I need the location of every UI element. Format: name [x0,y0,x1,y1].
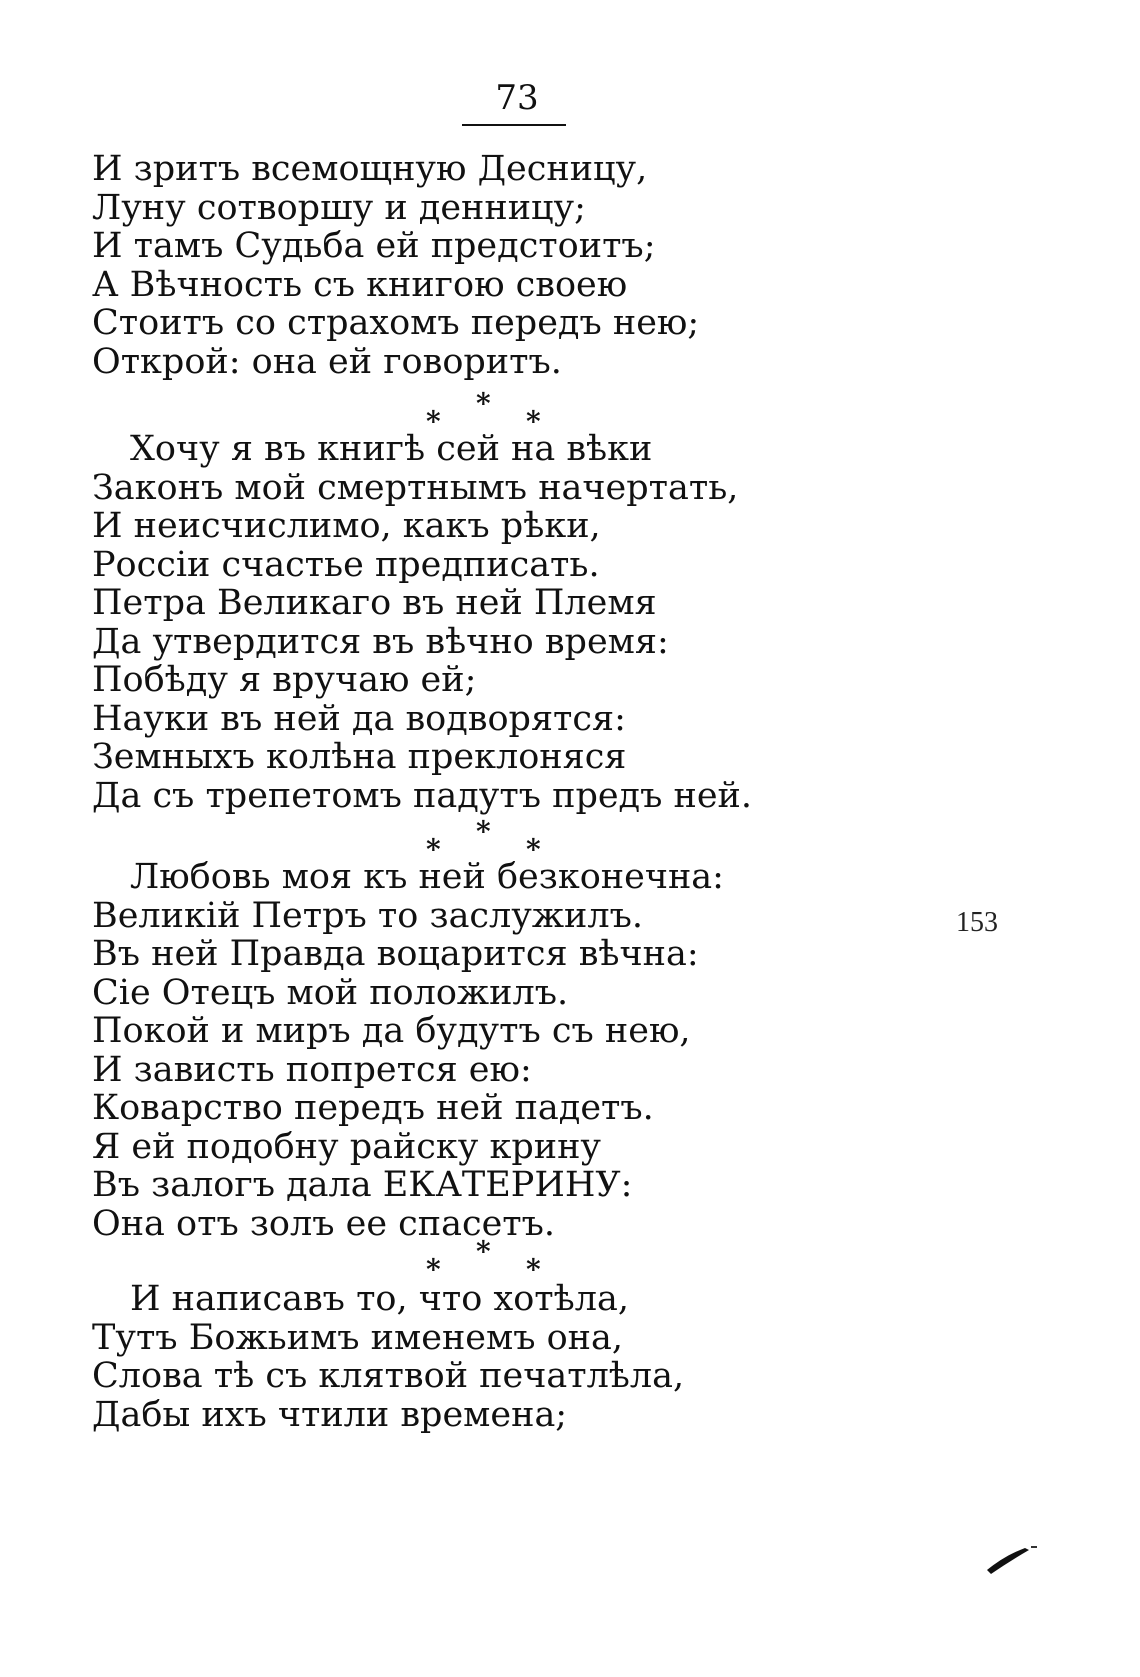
page-number: 73 [495,78,539,118]
stanza-separator-1 [426,387,546,438]
asterisk: * [476,387,491,420]
ink-blot-mark [985,1540,1045,1576]
verse-line: Великiй Петръ то заслужилъ. [92,895,644,936]
verse-line: Земныхъ колѣна преклоняся [92,737,627,777]
verse-line: Любовь моя къ ней безконечна: [130,857,724,897]
asterisk: * [426,1253,441,1286]
verse-line: Открой: она ей говоритъ. [92,341,562,382]
verse-line: Тутъ Божьимъ именемъ она, [92,1317,623,1358]
stanza-3 [92,858,724,1243]
asterisk: * [526,405,541,438]
verse-line: Науки въ ней да водворятся: [92,698,626,739]
verse-line: Покой и миръ да будутъ съ нею, [92,1011,691,1051]
stanza-separator-2 [426,815,546,866]
stanza-separator-3 [426,1235,546,1286]
verse-line: Сiе Отецъ мой положилъ. [92,972,569,1013]
header-rule [462,124,566,126]
asterisk: * [526,833,541,866]
stanza-4 [92,1280,684,1434]
verse-line: А Вѣчность съ книгою своею [92,264,628,305]
asterisk: * [476,815,491,848]
verse-line: Законъ мой смертнымъ начертать, [92,467,739,508]
stanza-1 [92,150,699,381]
verse-line: И написавъ то, что хотѣла, [130,1279,629,1319]
verse-line: Въ залогъ дала ЕКАТЕРИНУ: [92,1165,633,1205]
verse-line: Да съ трепетомъ падутъ предъ ней. [92,775,752,816]
verse-line: Въ ней Правда воцарится вѣчна: [92,934,699,974]
verse-line: И зритъ всемощную Десницу, [92,149,648,189]
stanza-2 [92,430,752,815]
verse-line: Я ей подобну райску крину [92,1126,602,1167]
asterisk: * [476,1235,491,1268]
verse-line: Она отъ золъ ее спасетъ. [92,1203,556,1244]
verse-line: И тамъ Судьба ей предстоитъ; [92,226,656,266]
asterisk: * [426,405,441,438]
marginal-note: 153 [956,907,998,938]
verse-line: Да утвердится въ вѣчно время: [92,621,669,662]
verse-line: Слова тѣ съ клятвой печатлѣла, [92,1356,685,1396]
verse-line: Коварство передъ ней падетъ. [92,1088,654,1128]
asterisk: * [426,833,441,866]
verse-line: Побѣду я вручаю ей; [92,660,477,700]
verse-line: Россiи счастье предписать. [92,544,600,585]
asterisk: * [526,1253,541,1286]
verse-line: И неисчислимо, какъ рѣки, [92,506,601,546]
verse-line: Петра Великаго въ ней Племя [92,583,657,623]
verse-line: И зависть попрется ею: [92,1049,532,1090]
verse-line: Дабы ихъ чтили времена; [92,1394,568,1435]
verse-line: Хочу я въ книгѣ сей на вѣки [130,429,653,469]
verse-line: Луну сотворшу и денницу; [92,187,586,228]
verse-line: Стоитъ со страхомъ передъ нею; [92,303,700,343]
